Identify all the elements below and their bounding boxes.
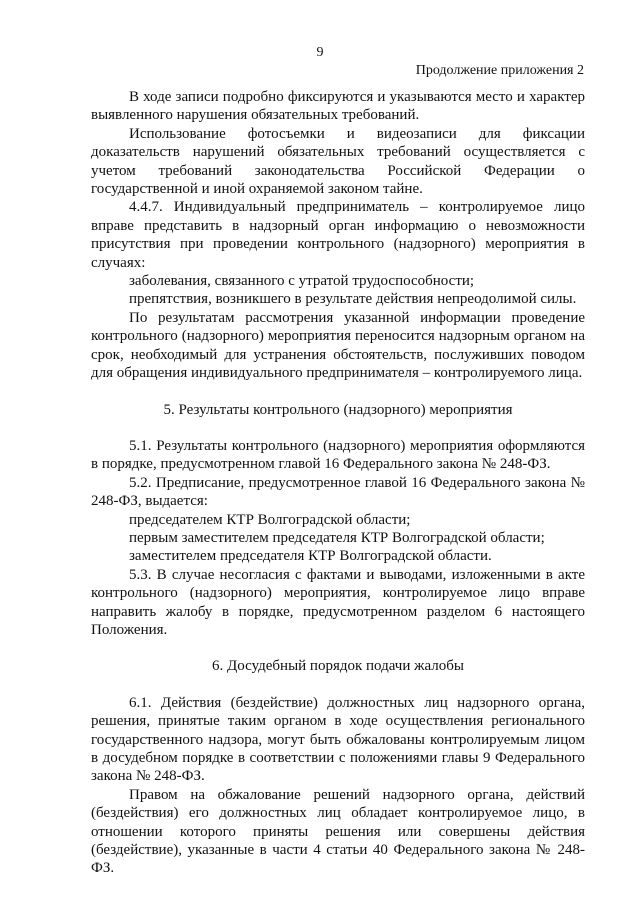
paragraph-5-1: 5.1. Результаты контрольного (надзорного) мероприятия оформляются в порядке, предусмотренном главой 16 Федерального закона № 248-ФЗ. (91, 437, 585, 473)
paragraph-6-1: 6.1. Действия (бездействие) должностных лиц надзорного органа, решения, принятые таким органом в ходе осуществления регионального государственного надзора, могут быть обжалованы контролируемым лицом в досудебном порядке в соответствии с положениями главы 9 Федерального закона № 248-ФЗ. (91, 694, 585, 785)
section-heading-6: 6. Досудебный порядок подачи жалобы (212, 658, 464, 675)
paragraph-photo-video: Использование фотосъемки и видеозаписи для фиксации доказательств нарушений обязательных требований осуществляется с учетом требований законодательства Российской Федерации о государственной и иной охраняемой законом тайне. (91, 125, 585, 198)
list-item-illness: заболевания, связанного с утратой трудоспособности; (129, 273, 475, 290)
list-item-first-deputy: первым заместителем председателя КТР Волгоградской области; (129, 529, 545, 546)
paragraph-right-to-appeal: Правом на обжалование решений надзорного органа, действий (бездействия) его должностных лиц обладает контролируемое лицо, в отношении которого приняты решения или совершены действия (бездействие), указанные в части 4 статьи 40 Федерального закона № 248-ФЗ. (91, 786, 585, 877)
paragraph-5-3: 5.3. В случае несогласия с фактами и выводами, изложенными в акте контрольного (надзорного) мероприятия, контролируемое лицо вправе направить жалобу в порядке, предусмотренном разделом 6 настоящего Положения. (91, 566, 585, 638)
paragraph-4-4-7: 4.4.7. Индивидуальный предприниматель – контролируемое лицо вправе представить в надзорный орган информацию о невозможности присутствия при проведении контрольного (надзорного) мероприятия в случаях: (91, 199, 585, 271)
appendix-continuation-label: Продолжение приложения 2 (415, 63, 584, 78)
list-item-chairman: председателем КТР Волгоградской области; (129, 511, 411, 528)
section-heading-5: 5. Результаты контрольного (надзорного) мероприятия (163, 401, 513, 418)
list-item-force-majeure: препятствия, возникшего в результате действия непреодолимой силы. (129, 291, 577, 308)
paragraph-recording-details: В ходе записи подробно фиксируются и указываются место и характер выявленного нарушения обязательных требований. (91, 89, 585, 124)
paragraph-5-2: 5.2. Предписание, предусмотренное главой 16 Федерального закона № 248-ФЗ, выдается: (91, 474, 585, 510)
page-number: 9 (316, 45, 324, 60)
list-item-deputy: заместителем председателя КТР Волгоградской области. (129, 548, 492, 565)
paragraph-postponement: По результатам рассмотрения указанной информации проведение контрольного (надзорного) мероприятия переносится надзорным органом на срок, необходимый для устранения обстоятельств, послуживших поводом для обращения индивидуального предпринимателя – контролируемого лица. (91, 309, 585, 382)
document-body (91, 88, 585, 878)
